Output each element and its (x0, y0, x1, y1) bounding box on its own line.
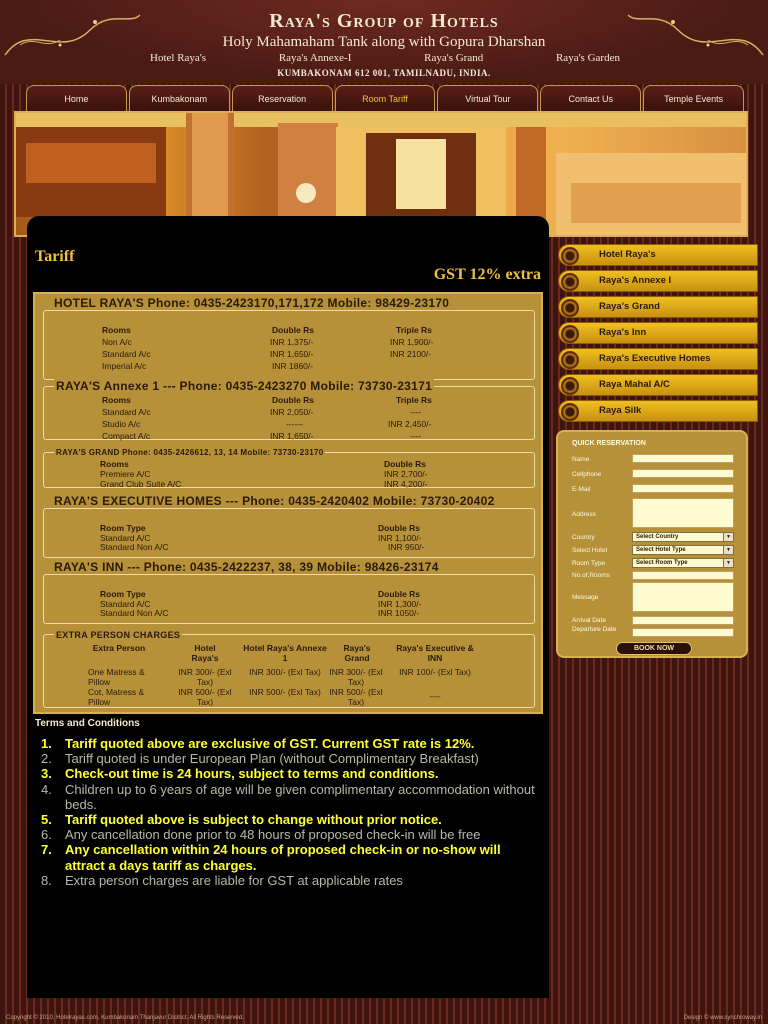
copyright-text: Copyright © 2010, Hotelrayas.com, Kumbakonam Thanjavur District. All Rights Reserved. (6, 1015, 244, 1021)
hotel-name: Raya's Garden (555, 52, 620, 64)
list-item: 8. Extra person charges are liable for GST at applicable rates (41, 872, 403, 888)
section-title: RAYA'S GRAND Phone: 0435-2426612, 13, 14 Mobile: 73730-23170 (56, 448, 324, 457)
sidebar-item-label: Raya's Executive Homes (599, 353, 711, 364)
list-item: 5. Tariff quoted above is subject to change without prior notice. (41, 812, 442, 828)
section-title: RAYA'S Annexe 1 --- Phone: 0435-2423270 Mobile: 73730-23171 (56, 379, 433, 393)
select-value: Select Country (636, 534, 679, 540)
cell: INR 2100/- (390, 349, 432, 359)
cell: Standard A/C (100, 533, 151, 543)
select-value: Select Hotel Type (636, 547, 686, 553)
col-header: Rooms (100, 459, 129, 469)
nav-contact-us[interactable]: Contact Us (540, 85, 641, 111)
site-title: Raya's Group of Hotels (269, 10, 499, 32)
cell: INR 1,375/- (270, 337, 314, 347)
sidebar-item-label: Raya's Grand (599, 301, 660, 312)
nav-home[interactable]: Home (26, 85, 127, 111)
col-header: Triple Rs (396, 395, 432, 405)
list-item: 6. Any cancellation done prior to 48 hours of proposed check-in will be free (41, 827, 481, 843)
main-nav (26, 85, 746, 111)
sidebar-item-label: Raya's Inn (599, 327, 647, 338)
form-title: QUICK RESERVATION (572, 440, 646, 447)
book-now-button[interactable]: BOOK NOW (616, 642, 692, 655)
list-item: 3. Check-out time is 24 hours, subject to terms and conditions. (41, 766, 439, 782)
room-type-select[interactable] (632, 558, 734, 568)
cell: Studio A/c (102, 419, 141, 429)
col-header: Rooms (102, 395, 131, 405)
grand-section (43, 448, 535, 489)
room-type-label: Room Type (572, 560, 606, 567)
cell: INR 2,050/- (270, 407, 314, 417)
cell: Non A/c (102, 337, 132, 347)
nav-reservation[interactable]: Reservation (232, 85, 333, 111)
tariff-content (27, 216, 549, 998)
message-label: Message (572, 594, 599, 601)
list-item: 2. Tariff quoted is under European Plan (without Complimentary Breakfast) (41, 751, 479, 767)
sidebar-item-annexe[interactable] (558, 270, 758, 292)
col-header: Double Rs (384, 459, 427, 469)
select-value: Select Room Type (636, 560, 688, 566)
cell: INR 500/- (Exl Tax) (178, 687, 232, 707)
list-item: 7. Any cancellation within 24 hours of proposed check-in or no-show will attract a days tariff as charges. (41, 842, 501, 873)
rooms-label: No.of.Rooms (572, 572, 610, 579)
sidebar-item-silk[interactable] (558, 400, 758, 422)
bullet-icon (561, 299, 579, 317)
cell: ---- (429, 691, 441, 701)
cell: INR 1,900/- (390, 337, 434, 347)
terms-list (41, 736, 541, 888)
departure-date-field[interactable] (632, 628, 734, 637)
cell: Imperial A/c (102, 361, 147, 371)
address-field[interactable] (632, 498, 734, 528)
term-text: Tariff quoted above are exclusive of GST. Current GST rate is 12%. (65, 736, 475, 751)
nav-kumbakonam[interactable]: Kumbakonam (129, 85, 230, 111)
list-item: 4. Children up to 6 years of age will be given complimentary accommodation without beds. (41, 781, 535, 812)
extra-person-section (43, 630, 535, 708)
cell: Standard A/c (102, 407, 151, 417)
cell: INR 2,450/- (388, 419, 432, 429)
executive-section (43, 494, 535, 558)
term-text: Children up to 6 years of age will be given complimentary accommodation without beds. (65, 781, 535, 812)
arrival-label: Arrival Date (572, 617, 606, 624)
quick-reservation-form (556, 430, 748, 658)
col-header: Double Rs (272, 395, 315, 405)
name-field[interactable] (632, 454, 734, 463)
cell: Premiere A/C (100, 469, 151, 479)
address: KUMBAKONAM 612 001, TAMILNADU, INDIA. (277, 68, 491, 78)
hotel-name: Raya's Grand (424, 52, 484, 64)
cell: ---- (410, 431, 422, 441)
rooms-field[interactable] (632, 571, 734, 580)
designer-credit[interactable]: Design © www.synchroway.in (683, 1015, 762, 1021)
term-text: Any cancellation within 24 hours of proposed check-in or no-show will attract a days tariff as charges. (65, 842, 501, 873)
hotel-select[interactable] (632, 545, 734, 555)
hotel-rayas-section (43, 296, 535, 380)
nav-temple-events[interactable]: Temple Events (643, 85, 744, 111)
bullet-icon (561, 325, 579, 343)
hotel-name: Raya's Annexe-I (278, 52, 352, 64)
cellphone-field[interactable] (632, 469, 734, 478)
sidebar (558, 244, 758, 426)
site-subtitle: Holy Mahamaham Tank along with Gopura Dharshan (222, 34, 546, 50)
page-title: Tariff (35, 248, 75, 265)
cell: Standard Non A/C (100, 608, 169, 618)
col-header: Hotel Raya's Annexe 1 (243, 643, 327, 663)
email-field[interactable] (632, 484, 734, 493)
section-title: RAYA'S INN --- Phone: 0435-2422237, 38, 39 Mobile: 98426-23174 (44, 561, 534, 574)
chevron-down-icon: ▼ (723, 546, 733, 554)
cell: Compact A/c (102, 431, 151, 441)
bullet-icon (561, 403, 579, 421)
hotel-name: Hotel Raya's (150, 52, 207, 64)
cell: INR 1,100/- (378, 533, 422, 543)
sidebar-item-executive-homes[interactable] (558, 348, 758, 370)
cell: Standard Non A/C (100, 542, 169, 552)
hotel-names (150, 52, 620, 64)
term-text: Tariff quoted above is subject to change without prior notice. (65, 812, 442, 828)
address-label: Address (572, 511, 596, 518)
cell: Cot, Matress & Pillow (88, 687, 145, 707)
col-header: Room Type (100, 523, 146, 533)
sidebar-item-label: Hotel Raya's (599, 249, 656, 260)
inn-section (43, 560, 535, 624)
cell: Standard A/c (102, 349, 151, 359)
cell: INR 300/- (Exl Tax) (249, 667, 321, 677)
section-title: EXTRA PERSON CHARGES (56, 630, 181, 640)
col-header: Extra Person (92, 643, 146, 653)
term-text: Tariff quoted is under European Plan (without Complimentary Breakfast) (65, 751, 479, 767)
departure-label: Departure Date (572, 626, 617, 633)
cell: INR 1050/- (378, 608, 420, 618)
message-field[interactable] (632, 582, 734, 612)
site-header (0, 0, 768, 84)
sidebar-item-label: Raya Mahal A/C (599, 379, 670, 390)
cell: INR 1,650/- (270, 431, 314, 441)
email-label: E-Mail (572, 486, 591, 493)
cell: ---- (410, 407, 422, 417)
sidebar-item-label: Raya Silk (599, 405, 642, 416)
chevron-down-icon: ▼ (723, 533, 733, 541)
sidebar-item-hotel-rayas[interactable] (558, 244, 758, 266)
sidebar-item-label: Raya's Annexe I (599, 275, 672, 286)
nav-room-tariff[interactable]: Room Tariff (335, 85, 436, 111)
list-item: 1. Tariff quoted above are exclusive of GST. Current GST rate is 12%. (41, 736, 475, 751)
sidebar-item-inn[interactable] (558, 322, 758, 344)
col-header: Raya's Grand (343, 643, 371, 663)
col-header: Triple Rs (396, 325, 432, 335)
cell: Standard A/C (100, 599, 151, 609)
sidebar-item-grand[interactable] (558, 296, 758, 318)
cell: ------ (286, 419, 303, 429)
arrival-date-field[interactable] (632, 616, 734, 625)
col-header: Room Type (100, 589, 146, 599)
cell: One Matress & Pillow (88, 667, 145, 687)
col-header: Raya's Executive & INN (396, 643, 474, 663)
cell: INR 100/- (Exl Tax) (399, 667, 471, 677)
annexe-section (43, 379, 535, 441)
col-header: Double Rs (378, 589, 421, 599)
hotel-label: Select Hotel (572, 547, 608, 554)
chevron-down-icon: ▼ (723, 559, 733, 567)
terms-heading: Terms and Conditions (35, 718, 140, 729)
cell: INR 1,300/- (378, 599, 422, 609)
country-select[interactable] (632, 532, 734, 542)
term-text: Extra person charges are liable for GST at applicable rates (65, 872, 403, 888)
col-header: Rooms (102, 325, 131, 335)
sidebar-item-mahal[interactable] (558, 374, 758, 396)
section-title: RAYA'S EXECUTIVE HOMES --- Phone: 0435-2420402 Mobile: 73730-20402 (44, 495, 534, 508)
cell: INR 300/- (Exl Tax) (329, 667, 383, 687)
bullet-icon (561, 247, 579, 265)
cell: INR 300/- (Exl Tax) (178, 667, 232, 687)
cell: INR 500/- (Exl Tax) (249, 687, 321, 697)
section-title: HOTEL RAYA'S Phone: 0435-2423170,171,172 Mobile: 98429-23170 (44, 297, 534, 310)
country-label: Country (572, 534, 595, 541)
cell: INR 4,200/- (384, 479, 428, 489)
name-label: Name (572, 456, 590, 463)
gst-note: GST 12% extra (433, 266, 541, 283)
term-text: Any cancellation done prior to 48 hours of proposed check-in will be free (65, 827, 481, 843)
cell: INR 2,700/- (384, 469, 428, 479)
cell: INR 500/- (Exl Tax) (329, 687, 383, 707)
col-header: Double Rs (378, 523, 421, 533)
term-text: Check-out time is 24 hours, subject to terms and conditions. (65, 766, 439, 782)
cellphone-label: Cellphone (572, 471, 602, 478)
nav-virtual-tour[interactable]: Virtual Tour (437, 85, 538, 111)
tariff-table-panel (33, 292, 543, 714)
cell: Grand Club Suite A/C (100, 479, 182, 489)
cell: INR 950/- (388, 542, 425, 552)
bullet-icon (561, 273, 579, 291)
bullet-icon (561, 351, 579, 369)
cell: INR 1,650/- (270, 349, 314, 359)
cell: INR 1860/- (272, 361, 314, 371)
col-header: Hotel Raya's (191, 643, 219, 663)
bullet-icon (561, 377, 579, 395)
col-header: Double Rs (272, 325, 315, 335)
